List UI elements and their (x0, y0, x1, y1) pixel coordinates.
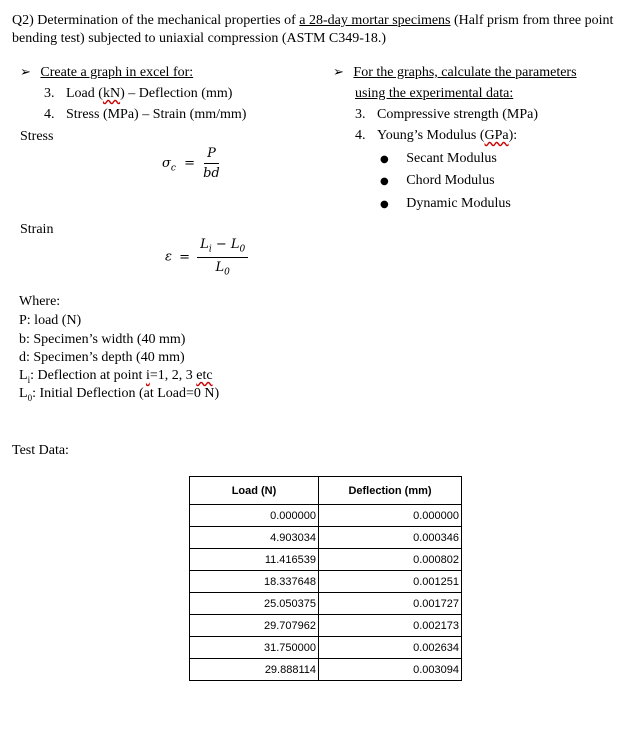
deflection-cell: 0.000000 (319, 505, 462, 527)
stress-denominator: bd (203, 166, 220, 181)
table-row (190, 505, 462, 527)
question-title (12, 12, 624, 48)
load-cell: 18.337648 (190, 571, 319, 593)
stress-formula (162, 146, 220, 181)
load-cell: 4.903034 (190, 527, 319, 549)
bullet-chord (380, 172, 495, 191)
stress-numerator: P (204, 146, 219, 164)
right-item-4-unit: GPa (484, 128, 509, 143)
right-item-4-post: ): (508, 128, 518, 143)
table-header-row (190, 477, 462, 505)
test-data-label: Test Data: (12, 443, 69, 458)
where-title: Where: (19, 294, 61, 309)
table-row (190, 637, 462, 659)
strain-num-b-sub: 0 (239, 244, 246, 255)
load-cell: 25.050375 (190, 593, 319, 615)
left-heading-text: Create a graph in excel for: (40, 65, 194, 80)
where-line-p: P: load (N) (19, 313, 82, 328)
bullet-dot-icon: ● (380, 154, 389, 165)
li-i: i (145, 368, 150, 383)
left-item-3-num: 3. (44, 86, 55, 101)
bullet-secant (380, 150, 497, 169)
strain-numerator (197, 237, 248, 258)
where-line-d: d: Specimen’s depth (40 mm) (19, 350, 185, 365)
strain-formula (165, 237, 248, 277)
deflection-cell: 0.000346 (319, 527, 462, 549)
arrow-bullet-icon: ➢ (333, 65, 344, 80)
header-load: Load (N) (190, 477, 319, 505)
li-text: : Deflection at point (30, 368, 146, 383)
left-item-3-pre: Load ( (66, 86, 103, 101)
table-row (190, 549, 462, 571)
li-etc: etc (196, 368, 213, 383)
stress-label: Stress (20, 129, 54, 144)
load-cell: 29.707962 (190, 615, 319, 637)
right-item-4-pre: Young’s Modulus ( (377, 128, 485, 143)
strain-num-a-sub: i (208, 244, 212, 255)
stress-lhs: σ (162, 156, 171, 171)
bullet-dot-icon: ● (380, 176, 389, 187)
where-line-lo (19, 385, 219, 407)
table-row (190, 659, 462, 681)
deflection-cell: 0.002173 (319, 615, 462, 637)
right-item-4-num: 4. (355, 128, 366, 143)
question-prefix: Q2) Determination of the mechanical properties of (12, 13, 300, 28)
stress-eq: = (184, 156, 195, 171)
where-line-b: b: Specimen’s width (40 mm) (19, 332, 186, 347)
strain-minus: − (211, 237, 231, 252)
deflection-cell: 0.002634 (319, 637, 462, 659)
li-sub: i (27, 374, 31, 385)
load-cell: 29.888114 (190, 659, 319, 681)
deflection-cell: 0.001727 (319, 593, 462, 615)
table-row (190, 593, 462, 615)
lo-sub: 0 (27, 392, 33, 403)
header-deflection: Deflection (mm) (319, 477, 462, 505)
load-cell: 0.000000 (190, 505, 319, 527)
right-item-3-text: Compressive strength (MPa) (377, 107, 538, 122)
left-item-4 (44, 106, 246, 124)
stress-fraction (203, 146, 220, 181)
strain-num-a: L (200, 237, 209, 252)
right-heading (333, 64, 577, 82)
left-heading (20, 64, 193, 82)
right-item-3-num: 3. (355, 107, 366, 122)
strain-lhs: ε (165, 249, 172, 265)
left-item-3-post: ) – Deflection (mm) (120, 86, 233, 101)
table-row (190, 615, 462, 637)
left-item-4-num: 4. (44, 107, 55, 122)
bullet-dynamic-text: Dynamic Modulus (406, 196, 511, 211)
arrow-bullet-icon: ➢ (20, 65, 31, 80)
bullet-secant-text: Secant Modulus (406, 151, 497, 166)
right-heading-line1: For the graphs, calculate the parameters (353, 65, 577, 80)
left-item-3 (44, 85, 232, 103)
strain-label: Strain (20, 222, 54, 237)
right-heading-line2: using the experimental data: (355, 86, 514, 101)
question-underlined: a 28-day mortar specimens (299, 13, 451, 28)
load-cell: 31.750000 (190, 637, 319, 659)
lo-text: : Initial Deflection (at Load=0 N) (32, 386, 220, 401)
left-item-4-text: Stress (MPa) – Strain (mm/mm) (66, 107, 247, 122)
deflection-cell: 0.003094 (319, 659, 462, 681)
strain-num-b: L (230, 237, 240, 252)
right-item-4 (355, 127, 517, 145)
question-suffix: (Half prism from three point bending test) subjected to uniaxial compression (ASTM C349-18.) (12, 13, 614, 46)
li-vals: =1, 2, 3 (149, 368, 197, 383)
li-prefix: L (19, 368, 28, 383)
bullet-chord-text: Chord Modulus (406, 173, 495, 188)
strain-denominator (216, 258, 230, 278)
deflection-cell: 0.000802 (319, 549, 462, 571)
deflection-cell: 0.001251 (319, 571, 462, 593)
strain-fraction (197, 237, 248, 277)
strain-den-sub: 0 (224, 267, 230, 278)
lo-prefix: L (19, 386, 28, 401)
stress-lhs-sub: c (170, 163, 176, 174)
test-data-table (189, 476, 462, 681)
strain-eq: = (179, 249, 191, 265)
strain-den: L (215, 259, 225, 275)
right-item-3 (355, 106, 538, 124)
left-item-3-unit: kN (102, 86, 121, 101)
load-cell: 11.416539 (190, 549, 319, 571)
bullet-dot-icon: ● (380, 199, 389, 210)
table-row (190, 527, 462, 549)
bullet-dynamic (380, 195, 511, 214)
table-row (190, 571, 462, 593)
